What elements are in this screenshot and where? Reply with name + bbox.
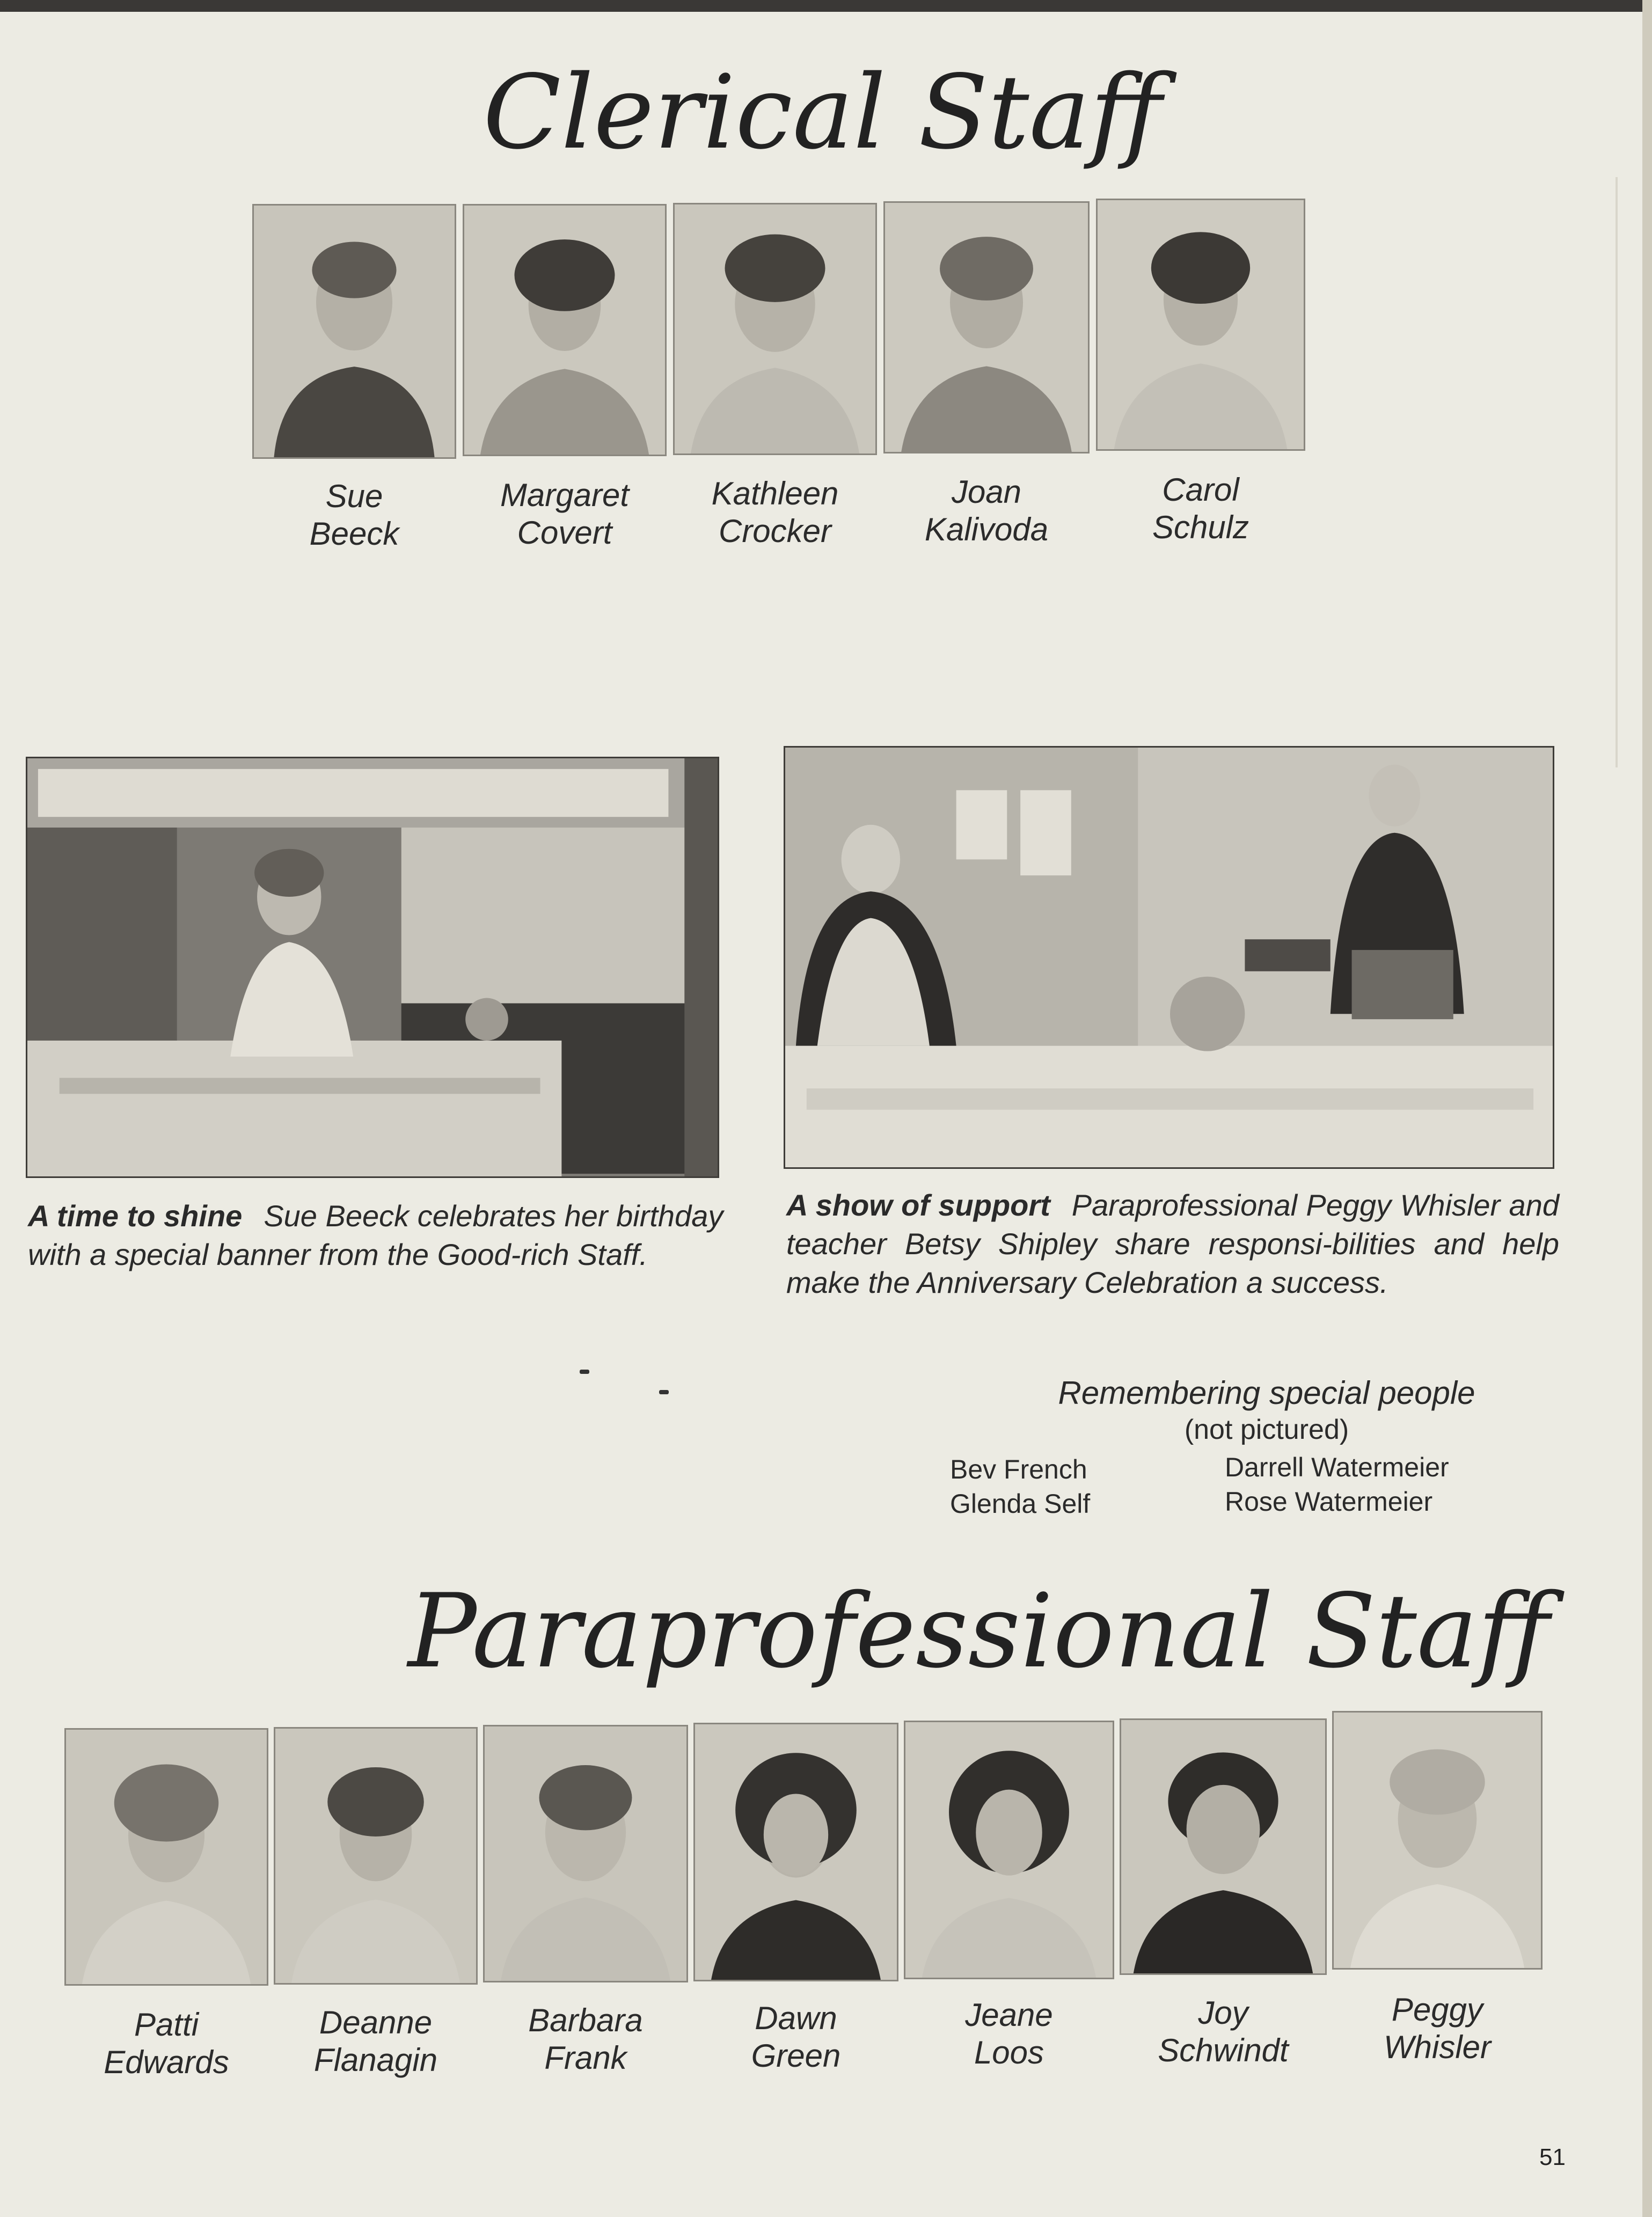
remembered-name: Rose Watermeier (1225, 1487, 1433, 1517)
portrait-photo (693, 1723, 898, 1981)
caption-lead: A time to shine (28, 1199, 243, 1233)
portrait-photo (1120, 1718, 1327, 1975)
anniversary-celebration-photo (784, 746, 1554, 1169)
staff-name: Joy Schwindt (1158, 1995, 1289, 2068)
photo-caption (786, 1186, 1559, 1302)
paraprofessional-staff-title: Paraprofessional Staff (408, 1572, 1550, 1691)
remembering-title: Remembering special people (1058, 1375, 1475, 1411)
remembered-name: Glenda Self (950, 1489, 1091, 1519)
portrait-photo (463, 204, 667, 456)
portrait-photo (883, 201, 1090, 453)
portrait-photo (483, 1725, 688, 1982)
staff-name: Carol Schulz (1152, 472, 1249, 545)
staff-name: Barbara Frank (528, 2002, 643, 2076)
portrait-photo (904, 1721, 1114, 1979)
staff-name: Sue Beeck (309, 478, 399, 552)
portrait-photo (673, 203, 877, 455)
staff-name: Dawn Green (751, 2000, 841, 2074)
remembered-name: Bev French (950, 1454, 1087, 1484)
caption-text: Paraprofessional Peggy Whisler and teacher Betsy Shipley share responsi-bilities and help make the Anniversary Celebration a success. (786, 1188, 1559, 1299)
staff-name: Jeane Loos (965, 1997, 1053, 2070)
caption-text: Sue Beeck celebrates her birthday with a special banner from the Good-rich Staff. (28, 1199, 723, 1271)
staff-name: Deanne Flanagin (313, 2004, 438, 2078)
page-top-edge (0, 0, 1652, 12)
clerical-staff-title: Clerical Staff (483, 53, 1163, 172)
remembering-subtitle: (not pictured) (1184, 1414, 1349, 1445)
staff-name: Patti Edwards (104, 2007, 229, 2080)
staff-name: Kathleen Crocker (711, 475, 839, 549)
portrait-photo (252, 204, 456, 459)
staff-name: Margaret Covert (500, 477, 630, 551)
caption-lead: A show of support (786, 1188, 1050, 1222)
print-speck (580, 1370, 589, 1374)
portrait-photo (274, 1727, 478, 1985)
staff-name: Joan Kalivoda (924, 474, 1049, 547)
portrait-photo (64, 1728, 268, 1986)
portrait-photo (1096, 199, 1305, 451)
page-number: 51 (1539, 2144, 1566, 2170)
photo-caption (28, 1197, 726, 1274)
print-speck (659, 1390, 669, 1394)
page-fold-line (1616, 177, 1618, 767)
staff-name: Peggy Whisler (1383, 1992, 1491, 2065)
portrait-photo (1332, 1711, 1543, 1970)
office-birthday-photo (26, 757, 719, 1178)
remembered-name: Darrell Watermeier (1225, 1452, 1449, 1482)
page-right-edge (1642, 0, 1652, 2217)
